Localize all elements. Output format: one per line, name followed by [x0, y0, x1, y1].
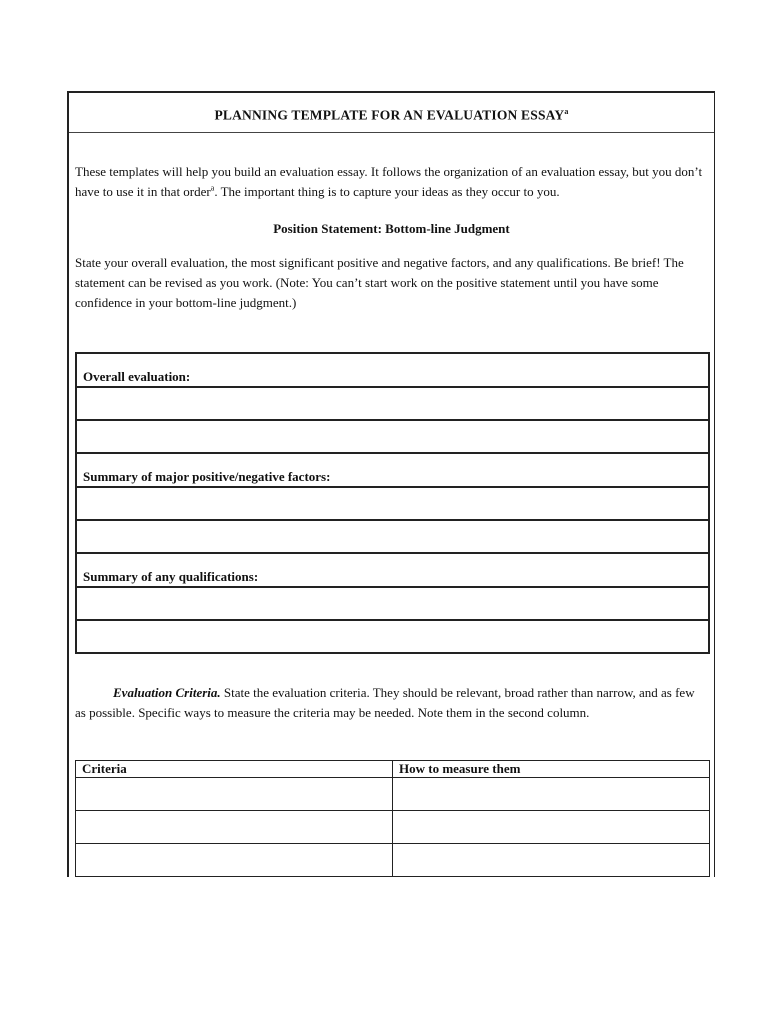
measure-cell[interactable]	[393, 811, 710, 844]
qualifications-summary-field-1[interactable]	[76, 587, 709, 620]
overall-evaluation-field-2[interactable]	[76, 420, 709, 453]
overall-evaluation-field-1[interactable]	[76, 387, 709, 420]
qualifications-summary-field-2[interactable]	[76, 620, 709, 653]
factors-summary-label: Summary of major positive/negative factors:	[76, 453, 709, 487]
measure-column-header: How to measure them	[393, 761, 710, 778]
criteria-lead: Evaluation Criteria.	[113, 685, 221, 700]
position-statement-form	[75, 352, 710, 654]
criteria-instructions: Evaluation Criteria. State the evaluation criteria. They should be relevant, broad rather than narrow, and as few as possible. Specific ways to measure the criteria may be needed. Note them in the second column.	[75, 685, 695, 720]
criteria-cell[interactable]	[76, 844, 393, 877]
qualifications-summary-label: Summary of any qualifications:	[76, 553, 709, 587]
criteria-cell[interactable]	[76, 778, 393, 811]
position-instructions: State your overall evaluation, the most significant positive and negative factors, and any qualifications. Be brief! The statement can be revised as you work. (Note: You can’t start work on the positive statement until you have some confidence in your bottom-line judgment.)	[75, 255, 684, 310]
factors-summary-field-2[interactable]	[76, 520, 709, 553]
position-heading: Position Statement: Bottom-line Judgment	[273, 221, 510, 236]
page-title: PLANNING TEMPLATE FOR AN EVALUATION ESSAY$^a$	[214, 107, 569, 123]
measure-cell[interactable]	[393, 778, 710, 811]
document-frame	[67, 91, 715, 877]
criteria-cell[interactable]	[76, 811, 393, 844]
factors-summary-field-1[interactable]	[76, 487, 709, 520]
criteria-column-header: Criteria	[76, 761, 393, 778]
overall-evaluation-label: Overall evaluation:	[76, 353, 709, 387]
title-divider	[69, 132, 714, 133]
measure-cell[interactable]	[393, 844, 710, 877]
criteria-table	[75, 760, 710, 877]
intro-paragraph: These templates will help you build an evaluation essay. It follows the organization of an evaluation essay, but you don’t have to use it in that order$^a$. The important thing is to capture your ideas as they occur to you.	[75, 164, 703, 199]
